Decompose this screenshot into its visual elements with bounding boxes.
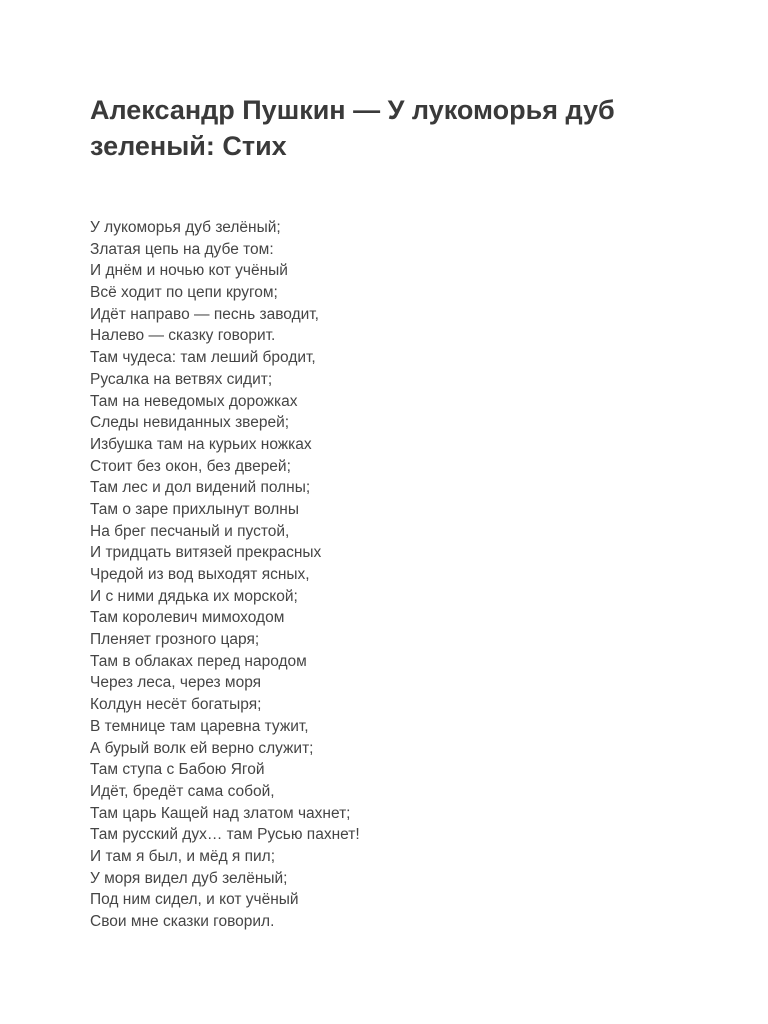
poem-line: В темнице там царевна тужит, bbox=[90, 717, 309, 735]
poem-line: Там на неведомых дорожках bbox=[90, 392, 298, 410]
poem-line: Идёт направо — песнь заводит, bbox=[90, 305, 319, 323]
poem-line: Через леса, через моря bbox=[90, 674, 262, 692]
poem-line: Пленяет грозного царя; bbox=[90, 631, 260, 649]
poem-line: Там чудеса: там леший бродит, bbox=[90, 349, 316, 367]
poem-line: А бурый волк ей верно служит; bbox=[90, 739, 314, 757]
poem-line: И с ними дядька их морской; bbox=[90, 587, 298, 605]
poem-line: Всё ходит по цепи кругом; bbox=[90, 284, 278, 302]
poem-line: Там русский дух… там Русью пахнет! bbox=[90, 826, 360, 844]
poem-line: Идёт, бредёт сама собой, bbox=[90, 782, 275, 800]
poem-line: Избушка там на курьих ножках bbox=[90, 435, 312, 453]
poem-line: Там о заре прихлынут волны bbox=[90, 500, 299, 518]
poem-line: И днём и ночью кот учёный bbox=[90, 262, 288, 280]
poem-line: Русалка на ветвях сидит; bbox=[90, 370, 273, 388]
poem-line: Свои мне сказки говорил. bbox=[90, 913, 275, 930]
poem-line: У лукоморья дуб зелёный; bbox=[90, 219, 281, 236]
poem-line: Там в облаках перед народом bbox=[90, 652, 307, 670]
poem-line: Колдун несёт богатыря; bbox=[90, 696, 262, 714]
poem-line: Под ним сидел, и кот учёный bbox=[90, 891, 299, 909]
poem-line: Налево — сказку говорит. bbox=[90, 327, 276, 345]
poem-line: Там лес и дол видений полны; bbox=[90, 479, 311, 497]
poem-line: Там царь Кащей над златом чахнет; bbox=[90, 804, 351, 822]
poem-line: Там королевич мимоходом bbox=[90, 609, 285, 627]
poem-line: И тридцать витязей прекрасных bbox=[90, 544, 322, 562]
poem-text bbox=[90, 217, 690, 933]
poem-line: У моря видел дуб зелёный; bbox=[90, 869, 288, 887]
poem-line: Златая цепь на дубе том: bbox=[90, 240, 274, 258]
poem-line: Стоит без окон, без дверей; bbox=[90, 457, 291, 475]
page-title: Александр Пушкин — У лукоморья дуб зеленый: Стих bbox=[90, 95, 615, 161]
poem-line: На брег песчаный и пустой, bbox=[90, 522, 290, 540]
poem-line: Там ступа с Бабою Ягой bbox=[90, 761, 265, 779]
poem-line: Чредой из вод выходят ясных, bbox=[90, 566, 310, 583]
poem-line: Следы невиданных зверей; bbox=[90, 414, 290, 432]
poem-line: И там я был, и мёд я пил; bbox=[90, 847, 276, 865]
